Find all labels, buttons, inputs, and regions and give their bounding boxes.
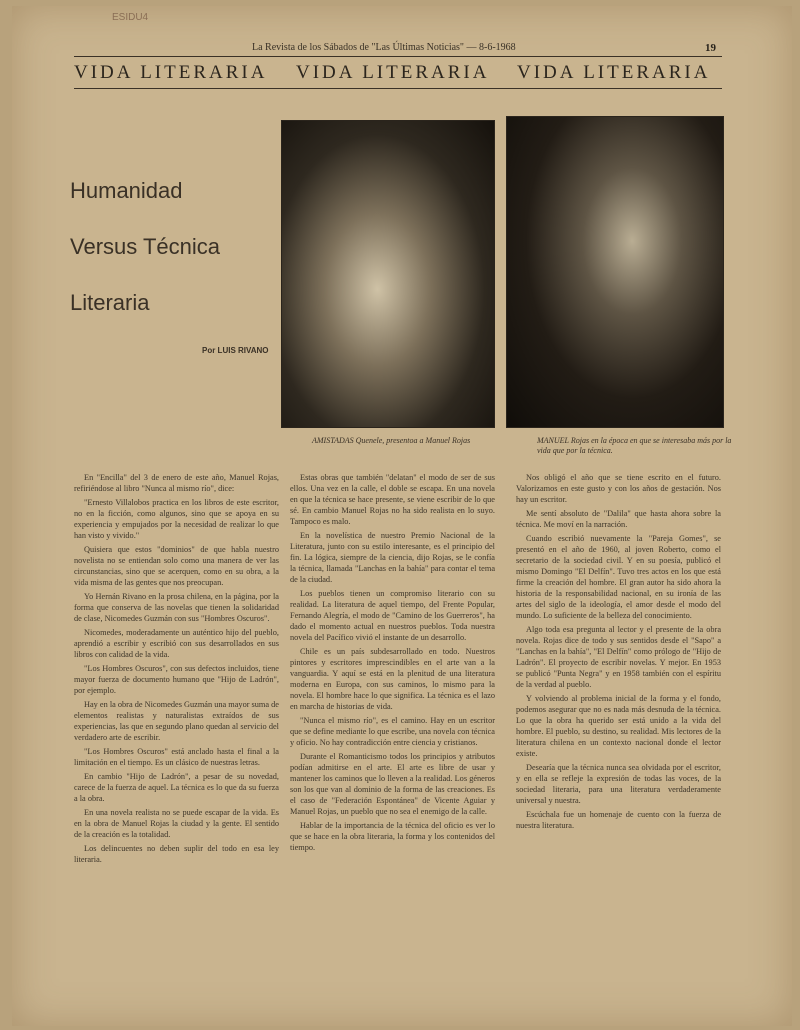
article-paragraph: "Ernesto Villalobos practica en los libros de este escritor, no en la ficción, como algunos, sino que se apoya en su experiencia y empujados por la necesidad de realizar lo que han visto y vivido." (74, 498, 279, 540)
article-paragraph: Durante el Romanticismo todos los principios y atributos podían admitirse en el arte. El arte es libre de usar y mantener los caminos que lo lleven a la realidad. Los géneros son los que van al dominio de la forma de las creaciones. Es el caso de "Federación Espontánea" de Vicente Aguiar y Manuel Rojas, un pueblo que no sea el enemigo de la calle. (290, 752, 495, 816)
header-rule-bottom (74, 88, 722, 89)
archive-mark: ESIDU4 (112, 12, 149, 23)
article-paragraph: En una novela realista no se puede escapar de la vida. Es en la obra de Manuel Rojas la ciudad y la gente. El sentido de la creación es la totalidad. (74, 808, 279, 839)
page-number: 19 (705, 42, 716, 54)
section-banner-1: VIDA LITERARIA (74, 62, 268, 83)
article-paragraph: Cuando escribió nuevamente la "Pareja Gomes", se presentó en el año de 1960, al joven Roberto, como el secretario de la sociedad civil. Y en su poesía, publicó el mismo Domingo "El Delfín". Tuvo tres actos en los que está firme la creación del hombre. El gran autor ha sido ahora la historia de la responsabilidad nacional, en su ironía de las artes del siglo de la ideología, el amor desde el modo del mundo. Lo suficiente de la belleza del conocimiento. (516, 534, 721, 620)
article-paragraph: Hay en la obra de Nicomedes Guzmán una mayor suma de elementos realistas y naturalistas extraídos de sus experiencias, las que en segundo plano quedan al servicio del verdadero arte de escribir. (74, 700, 279, 742)
article-paragraph: Chile es un país subdesarrollado en todo. Nuestros pintores y escritores imprescindibles en el arte van a la vanguardia. Y aquí se está en la plenitud de una literatura moderna en Europa, con sus caminos, lo mismo para la novela. El hombre hace lo que significa. La técnica es el lazo en marcha de historias de vida. (290, 647, 495, 711)
article-paragraph: En la novelística de nuestro Premio Nacional de la Literatura, junto con su estilo interesante, es el principio del fin. La lógica, siempre de la ciencia, dijo Rojas, se le confía la técnica, llamada "Lanchas en la bahía" para contar el tema de la ciudad. (290, 531, 495, 584)
article-paragraph: Algo toda esa pregunta al lector y el presente de la obra novela. Rojas dice de todo y sus sentidos desde el "Sapo" a "Lanchas en la bahía", "El Delfín" como prólogo de "Hijo de Ladrón". El proyecto de escribir novelas. Y mejor. En 1953 se publicó "Punta Negra" y en 1958 también con el espíritu de la verdad al pueblo. (516, 625, 721, 689)
article-title-line-2: Versus Técnica (70, 234, 221, 259)
photo-caption-left: AMISTADAS Quenele, presentoa a Manuel Rojas (312, 436, 471, 445)
article-column-1 (74, 472, 279, 1012)
portrait-photo-right (506, 116, 724, 428)
byline: Por LUIS RIVANO (202, 346, 269, 355)
article-paragraph: En cambio "Hijo de Ladrón", a pesar de su novedad, carece de la fuerza de aquel. La técnica es lo que da su fuerza a la obra. (74, 772, 279, 803)
article-paragraph: Me sentí absoluto de "Dalila" que hasta ahora sobre la técnica. Me moví en la narración. (516, 509, 721, 529)
article-paragraph: Nos obligó el año que se tiene escrito en el futuro. Valorizamos en este gusto y con los años de gestación. Nos hay un escritor. (516, 473, 721, 504)
article-paragraph: "Los Hombres Oscuros" está anclado hasta el final a la limitación en el tiempo. Es un clásico de nuestras letras. (74, 747, 279, 767)
article-paragraph: Estas obras que también "delatan" el modo de ser de sus ellos. Una vez en la calle, el doble se escapa. En una novela en que la técnica se hace presente, se viene escribir de lo que sé. En cambio Manuel Rojas no ha sido realista en lo suyo. Tampoco es malo. (290, 473, 495, 526)
photo-caption-right: MANUEL Rojas en la época en que se interesaba más por la vida que por la técnica. (537, 436, 732, 455)
newspaper-page (12, 6, 792, 1026)
portrait-photo-left (281, 120, 495, 428)
article-column-2 (290, 472, 495, 1012)
article-paragraph: Los pueblos tienen un compromiso literario con su realidad. La literatura de aquel tiempo, del Frente Popular, Fernando Alegría, el modo de "Camino de los Guerreros", ha dado el momento actual en nuestros pueblos. Toda nuestra novela del Pacífico vivió el instante de un desarrollo. (290, 589, 495, 642)
article-paragraph: Hablar de la importancia de la técnica del oficio es ver lo que se hace en la obra literaria, la forma y los contenidos del tiempo. (290, 821, 495, 852)
article-paragraph: Y volviendo al problema inicial de la forma y el fondo, podemos asegurar que no es nada más desnuda de la técnica. Lo que la obra ha querido ser está unido a la vida del hombre. El pueblo, su destino, su realidad. Mis lectores de la literatura chilena en un contexto nacional donde el lector existe. (516, 694, 721, 758)
article-paragraph: "Los Hombres Oscuros", con sus defectos incluidos, tiene mayor fuerza de documento humano que "Hijo de Ladrón", por ejemplo. (74, 664, 279, 695)
article-title-line-3: Literaria (70, 290, 150, 315)
running-head: La Revista de los Sábados de "Las Últimas Noticias" — 8-6-1968 (252, 42, 516, 53)
header-rule-top (74, 56, 722, 57)
article-paragraph: Desearía que la técnica nunca sea olvidada por el escritor, y en ella se refleje la expresión de todas las voces, de la sociedad literaria, para una literatura verdaderamente universal y nuestra. (516, 763, 721, 805)
article-paragraph: Yo Hernán Rivano en la prosa chilena, en la página, por la forma que conserva de las novelas que tienen la solidaridad de clase, Nicomedes Guzmán con sus "Hombres Oscuros". (74, 592, 279, 623)
article-title-line-1: Humanidad (70, 178, 183, 203)
article-paragraph: "Nunca el mismo río", es el camino. Hay en un escritor que se define mediante lo que escribe, una novela con técnica y oficio. No hay contradicción entre ciencia y cristianos. (290, 716, 495, 747)
article-paragraph: Quisiera que estos "dominios" de que habla nuestro novelista no se entiendan solo como una manera de ver las circunstancias, sino que se acerquen, como en su obra, a la vida misma de las gentes que nos preocupan. (74, 545, 279, 587)
section-banner-3: VIDA LITERARIA (517, 62, 711, 83)
section-banner-2: VIDA LITERARIA (296, 62, 490, 83)
article-paragraph: Los delincuentes no deben suplir del todo en esa ley literaria. (74, 844, 279, 864)
article-paragraph: Escúchala fue un homenaje de cuento con la fuerza de nuestra literatura. (516, 810, 721, 830)
article-column-3 (516, 472, 721, 1012)
article-paragraph: En "Encilla" del 3 de enero de este año, Manuel Rojas, refiriéndose al libro "Nunca al mismo río", dice: (74, 473, 279, 493)
article-paragraph: Nicomedes, moderadamente un auténtico hijo del pueblo, aprendió a escribir y escribió con sus desarrollados en sus libros con calidad de la vida. (74, 628, 279, 659)
